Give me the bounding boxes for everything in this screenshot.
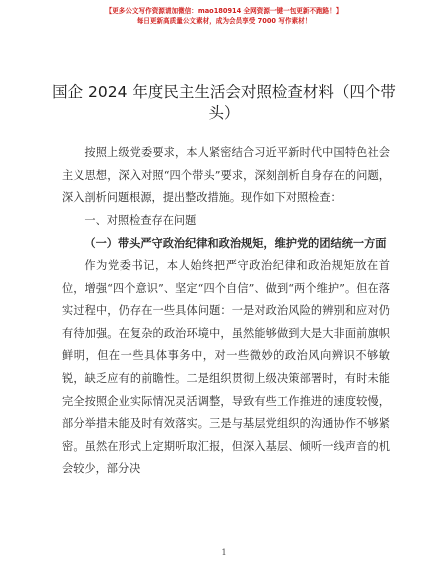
banner-line-1: 【更多公文写作资源请加微信：mao180914 全网资源一键一包更新不跑路！】 [105, 7, 343, 15]
page-number: 1 [221, 548, 227, 557]
intro-paragraph: 按照上级党委要求，本人紧密结合习近平新时代中国特色社会主义思想，深入对照“四个带头”要求，深刻剖析自身存在的问题，深入剖析问题根源，提出整改措施。现作如下对照检查： [62, 146, 390, 205]
subsection-heading: （一）带头严守政治纪律和政治规矩，维护党的团结统一方面 [84, 236, 387, 251]
promo-banner [0, 6, 448, 26]
section-heading: 一、对照检查存在问题 [84, 213, 197, 227]
document-body [62, 142, 390, 481]
document-title: 国企 2024 年度民主生活会对照检查材料（四个带头） [52, 83, 396, 122]
banner-line-2: 每日更新高质量公文素材，成为会员享受 7000 写作素材！ [136, 17, 312, 25]
body-paragraph: 作为党委书记，本人始终把严守政治纪律和政治规矩放在首位，增强“四个意识”、坚定“四个自信”、做到“两个维护”。但在落实过程中，仍存在一些具体问题：一是对政治风险的辨别和应对仍有待加强。在复杂的政治环境中，虽然能够做到大是大非面前旗帜鲜明，但在一些具体事务中，对一些微妙的政治风向辨识不够敏锐，缺乏应有的前瞻性。二是组织贯彻上级决策部署时，有时未能完全按照企业实际情况灵活调整，导致有些工作推进的速度较慢，部分举措未能及时有效落实。三是与基层党组织的沟通协作不够紧密。虽然在形式上定期听取汇报，但深入基层、倾听一线声音的机会较少，部分决 [62, 258, 390, 476]
